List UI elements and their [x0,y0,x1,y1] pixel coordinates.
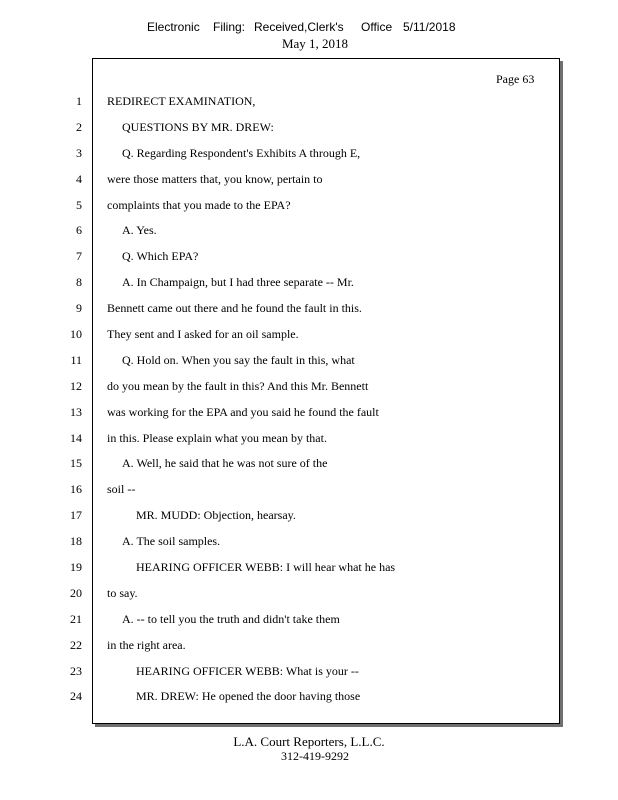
transcript-line [0,273,618,299]
line-text: A. Well, he said that he was not sure of the [122,456,328,471]
line-number: 24 [70,689,82,704]
filing-word-electronic: Electronic [147,20,200,34]
line-number: 18 [70,534,82,549]
line-text: Q. Regarding Respondent's Exhibits A through E, [122,145,361,160]
line-text: in the right area. [107,637,186,652]
line-number: 10 [70,327,82,342]
line-number: 3 [76,145,82,160]
line-text: A. -- to tell you the truth and didn't take them [122,611,340,626]
transcript-line [0,221,618,247]
page-number: Page 63 [496,72,535,86]
transcript-line [0,92,618,118]
filing-word-filing: Filing: [213,20,246,34]
line-number: 13 [70,404,82,419]
line-text: in this. Please explain what you mean by that. [107,430,327,445]
line-number: 6 [76,223,82,238]
line-number: 11 [70,352,82,367]
transcript-line [0,144,618,170]
line-text: Bennett came out there and he found the fault in this. [107,301,362,316]
line-text: to say. [107,585,138,600]
line-number: 22 [70,637,82,652]
line-number: 12 [70,378,82,393]
transcript-line [0,662,618,688]
transcript-line [0,377,618,403]
transcript-line [0,118,618,144]
transcript-line [0,532,618,558]
transcript-line [0,687,618,713]
transcript-line [0,636,618,662]
filing-word-received-clerks: Received,Clerk's [254,20,344,34]
line-number: 8 [76,275,82,290]
line-text: MR. DREW: He opened the door having those [136,689,361,704]
transcript-line [0,170,618,196]
line-number: 1 [76,94,82,108]
transcript-line [0,403,618,429]
transcript-line [0,247,618,273]
line-number: 23 [70,663,82,678]
line-number: 21 [70,611,82,626]
line-text: soil -- [107,482,136,497]
line-text: REDIRECT EXAMINATION, [107,94,256,108]
line-number: 17 [70,508,82,523]
line-text: A. Yes. [122,223,157,238]
line-text: A. The soil samples. [122,534,221,549]
line-text: HEARING OFFICER WEBB: What is your -- [136,663,359,678]
transcript-line [0,506,618,532]
line-text: were those matters that, you know, pertain to [107,171,323,186]
transcript-lines [0,92,618,713]
electronic-filing-stamp [0,20,618,36]
transcript-line [0,325,618,351]
line-number: 19 [70,560,82,575]
line-number: 4 [76,171,82,186]
transcript-line [0,429,618,455]
transcript-line [0,610,618,636]
court-reporter-name: L.A. Court Reporters, L.L.C. [233,734,385,749]
line-number: 9 [76,301,82,316]
line-text: complaints that you made to the EPA? [107,197,291,212]
line-text: was working for the EPA and you said he found the fault [107,404,379,419]
transcript-line [0,196,618,222]
line-text: Q. Which EPA? [122,249,199,264]
line-number: 14 [70,430,82,445]
line-number: 5 [76,197,82,212]
transcript-line [0,584,618,610]
line-number: 20 [70,585,82,600]
transcript-line [0,351,618,377]
line-number: 16 [70,482,82,497]
filing-date: 5/11/2018 [403,20,456,34]
line-text: Q. Hold on. When you say the fault in this, what [122,352,355,367]
transcript-line [0,299,618,325]
line-text: QUESTIONS BY MR. DREW: [122,119,274,134]
line-number: 7 [76,249,82,264]
transcript-line [0,454,618,480]
filing-word-office: Office [361,20,393,34]
line-number: 2 [76,119,82,134]
transcript-line [0,480,618,506]
line-text: do you mean by the fault in this? And this Mr. Bennett [107,378,369,393]
hearing-date: May 1, 2018 [281,36,349,51]
line-text: HEARING OFFICER WEBB: I will hear what he has [136,560,396,575]
transcript-line [0,558,618,584]
line-text: A. In Champaign, but I had three separate -- Mr. [122,275,354,290]
line-text: They sent and I asked for an oil sample. [107,327,299,342]
line-number: 15 [70,456,82,471]
line-text: MR. MUDD: Objection, hearsay. [136,508,296,523]
court-reporter-phone: 312-419-9292 [281,749,349,763]
